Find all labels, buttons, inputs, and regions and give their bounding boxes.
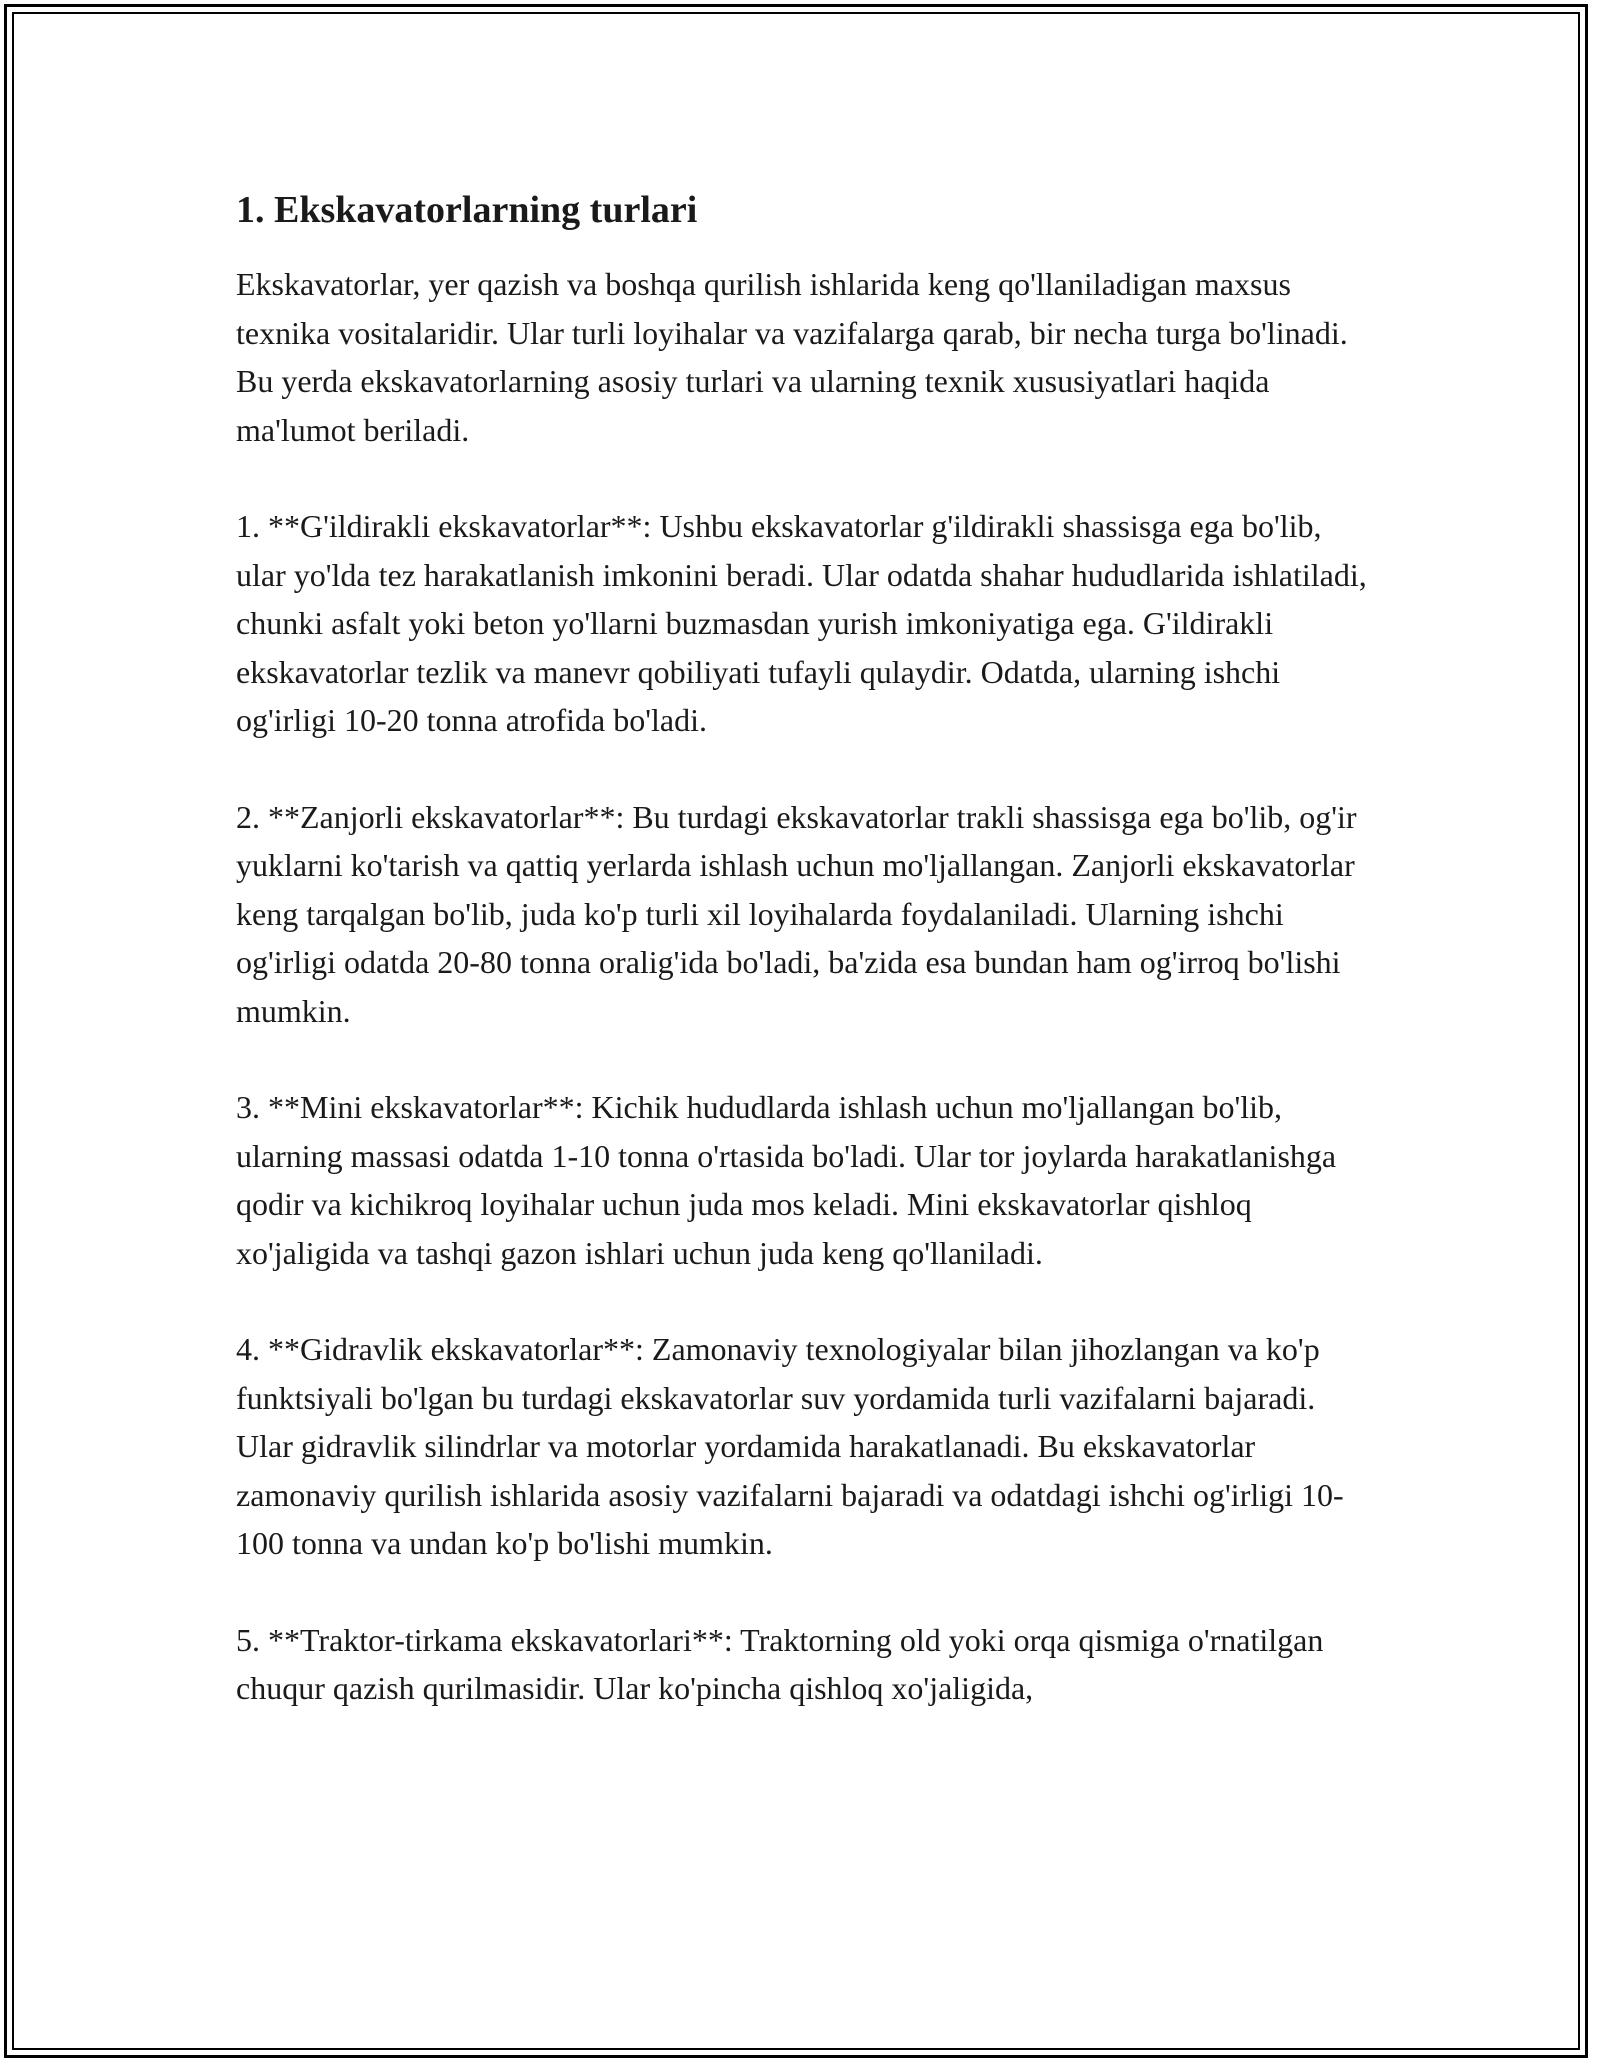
paragraph-wheeled-excavators: 1. **G'ildirakli ekskavatorlar**: Ushbu ekskavatorlar g'ildirakli shassisga ega bo'lib, ular yo'lda tez harakatlanish imkonini beradi. Ular odatda shahar hududlarida ishlatiladi, chunki asfalt yoki beton yo'llarni buzmasdan yurish imkoniyatiga ega. G'ildirakli ekskavatorlar tezlik va manevr qobiliyati tufayli qulaydir. Odatda, ularning ishchi og'irligi 10-20 tonna atrofida bo'ladi.: [236, 508, 1367, 738]
paragraph-mini-excavators: 3. **Mini ekskavatorlar**: Kichik hududlarda ishlash uchun mo'ljallangan bo'lib, ularning massasi odatda 1-10 tonna o'rtasida bo'ladi. Ular tor joylarda harakatlanishga qodir va kichikroq loyihalar uchun juda mos keladi. Mini ekskavatorlar qishloq xo'jaligida va tashqi gazon ishlari uchun juda keng qo'llaniladi.: [236, 1089, 1337, 1271]
paragraph-crawler-excavators: 2. **Zanjorli ekskavatorlar**: Bu turdagi ekskavatorlar trakli shassisga ega bo'lib, og'ir yuklarni ko'tarish va qattiq yerlarda ishlash uchun mo'ljallangan. Zanjorli ekskavatorlar keng tarqalgan bo'lib, juda ko'p turli xil loyihalarda foydalaniladi. Ularning ishchi og'irligi odatda 20-80 tonna oralig'ida bo'ladi, ba'zida esa bundan ham og'irroq bo'lishi mumkin.: [236, 798, 1357, 1029]
paragraph-tractor-excavators: 5. **Traktor-tirkama ekskavatorlari**: Traktorning old yoki orqa qismiga o'rnatilgan chuqur qazish qurilmasidir. Ular ko'pincha qishloq xo'jaligida,: [236, 1621, 1324, 1706]
paragraph-hydraulic-excavators: 4. **Gidravlik ekskavatorlar**: Zamonaviy texnologiyalar bilan jihozlangan va ko'p funktsiyali bo'lgan bu turdagi ekskavatorlar suv yordamida turli vazifalarni bajaradi. Ular gidravlik silindrlar va motorlar yordamida harakatlanadi. Bu ekskavatorlar zamonaviy qurilish ishlarida asosiy vazifalarni bajaradi va odatdagi ishchi og'irligi 10-100 tonna va undan ko'p bo'lishi mumkin.: [236, 1331, 1344, 1561]
document-body: [236, 186, 1376, 1713]
intro-paragraph: Ekskavatorlar, yer qazish va boshqa qurilish ishlarida keng qo'llaniladigan maxsus texnika vositalaridir. Ular turli loyihalar va vazifalarga qarab, bir necha turga bo'linadi. Bu yerda ekskavatorlarning asosiy turlari va ularning texnik xususiyatlari haqida ma'lumot beriladi.: [236, 266, 1348, 448]
section-heading: 1. Ekskavatorlarning turlari: [236, 189, 698, 231]
